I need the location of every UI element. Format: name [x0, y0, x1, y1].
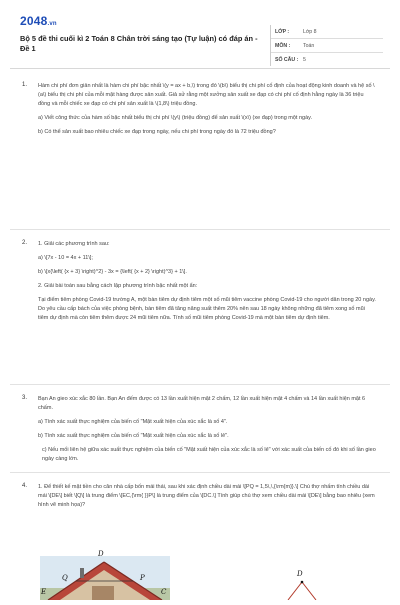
question-body [38, 483, 376, 515]
question-number: 2. [22, 240, 28, 246]
question-subtitle: 1. Giải các phương trình sau: [38, 241, 110, 247]
question-body [38, 395, 376, 469]
house-roof-figure [40, 550, 170, 600]
question-number: 3. [22, 395, 28, 401]
site-logo[interactable] [20, 14, 57, 28]
meta-table [270, 25, 383, 66]
meta-row-class [271, 25, 383, 39]
question-body [38, 240, 376, 328]
question-divider [10, 229, 390, 230]
point-label-c: C [161, 588, 167, 596]
logo-text: 2048 [20, 14, 48, 28]
question-body [38, 82, 376, 142]
question-number: 1. [22, 82, 28, 88]
question-part-b: b) \[x{\left( {x + 3} \right)^2} - 3x = {\left( {x + 2} \right)^3} + 1\]. [38, 269, 187, 275]
header-divider [10, 68, 390, 69]
question-text: 1. Để thiết kế mặt tiền cho căn nhà cấp bốn mái thái, sau khi xác định chiều dài mái \[PQ = 1,5\,\,{\rm{m}}.\] Chú thợ nhấm tính chiều dài mái \[DE\] biết \[Q\] là trung điểm \[EC,{\rm{ }}P\] là trung điểm của \[DC.\] Tính giúp chú thợ xem chiều dài mái \[DE\] bằng bao nhiêu (xem hình vẽ minh họa)? [38, 484, 375, 508]
question-part-a: a) \[7x - 10 = 4x + 11\]; [38, 255, 93, 261]
question-part-a: a) Tính xác suất thực nghiệm của biến cố "Mặt xuất hiện của xúc xắc là số 4". [38, 419, 228, 425]
page-title: Bộ 5 đề thi cuối kì 2 Toán 8 Chân trời sáng tạo (Tự luận) có đáp án - Đề 1 [20, 34, 258, 53]
question-text: Bạn An gieo xúc xắc 80 lần. Bạn An đếm được có 13 lần xuất hiện mặt 2 chấm, 12 lần xuất hiện mặt 4 chấm và 14 lần xuất hiện mặt 6 chấm. [38, 396, 366, 411]
question-part-b: b) Có thể sản xuất bao nhiêu chiếc xe đạp trong ngày, nếu chi phí trong ngày đó là 72 triệu đồng? [38, 129, 276, 135]
question-part-a: a) Viết công thức của hàm số bậc nhất biểu thị chi phí \(y\) (triệu đồng) để sản xuất \(x\) (xe đạp) trong một ngày. [38, 115, 313, 121]
meta-value: Toán [303, 42, 315, 49]
point-label-e: E [41, 588, 47, 596]
document-header [20, 14, 382, 63]
question-number: 4. [22, 483, 28, 489]
point-label-p: P [140, 574, 145, 582]
meta-value: Lớp 8 [303, 28, 317, 35]
question-subtitle: 2. Giải bài toán sau bằng cách lập phương trình bậc nhất một ẩn: [38, 283, 198, 289]
house-roof-illustration [40, 556, 170, 600]
point-label-d: D [297, 570, 303, 578]
meta-key: MÔN : [275, 42, 291, 49]
question-divider [10, 384, 390, 385]
meta-row-subject [271, 39, 383, 53]
meta-value: 5 [303, 56, 306, 63]
point-label-d: D [98, 550, 104, 558]
meta-key: LỚP : [275, 28, 290, 35]
question-text: Tại điểm tiêm phòng Covid-19 trường A, một bàn tiêm dự định tiêm một số mũi tiêm vaccine phòng Covid-19 cho người dân trong 20 ngày. Do yêu cầu cấp bách của việc phòng bệnh, bàn tiêm đã tăng năng suất thêm 20% nên sau 18 ngày không những đã tiêm xong số mũi tiêm dự định mà còn tiêm thêm được 24 mũi tiêm nữa. Tính số mũi tiêm phòng Covid-19 mà một bàn tiêm dự định tiêm. [38, 297, 376, 321]
meta-key: SỐ CÂU : [275, 56, 299, 63]
point-label-q: Q [62, 574, 68, 582]
meta-row-count [271, 53, 383, 66]
question-part-c: c) Nếu mối liên hệ giữa xác suất thực nghiệm của biến cố "Mặt xuất hiện của xúc xắc là số lẻ" với xác suất của biến cố đó khi số lần gieo ngày càng lớn. [42, 447, 376, 462]
triangle-figure [282, 570, 332, 600]
triangle-diagram [282, 574, 332, 600]
question-text: Hàm chi phí đơn giản nhất là hàm chi phí bậc nhất \(y = ax + b,\) trong đó \(b\) biểu thị chi phí cố định của hoạt động kinh doanh và hệ số \(a\) biểu thị chi phí của mỗi mặt hàng được sản xuất. Giả sử rằng một xưởng sản xuất xe đạp có chi phí cố định hằng ngày là 36 triệu đồng và mỗi chiếc xe đạp có chi phí sản xuất là \(1,8\) triệu đồng. [38, 83, 375, 107]
question-divider [10, 472, 390, 473]
logo-suffix: .vn [47, 21, 57, 27]
question-part-b: b) Tính xác suất thực nghiệm của biến cố "Mặt xuất hiện của xúc xắc là số lẻ". [38, 433, 229, 439]
